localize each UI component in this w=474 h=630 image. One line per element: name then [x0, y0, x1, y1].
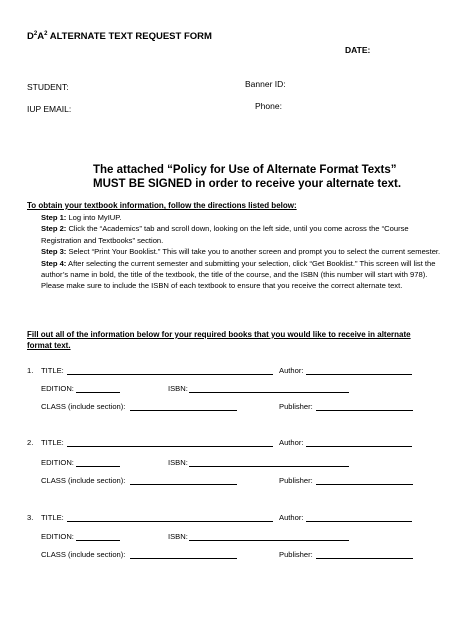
isbn-label: ISBN:: [168, 458, 188, 467]
title-field[interactable]: [67, 521, 273, 522]
isbn-field[interactable]: [189, 392, 349, 393]
class-field[interactable]: [130, 410, 237, 411]
edition-label: EDITION:: [41, 384, 74, 393]
title-field[interactable]: [67, 374, 273, 375]
edition-label: EDITION:: [41, 532, 74, 541]
class-label: CLASS (include section):: [41, 402, 126, 411]
publisher-field[interactable]: [316, 484, 413, 485]
iup-email-label: IUP EMAIL:: [27, 104, 72, 114]
book-number: 2.: [27, 438, 34, 447]
instruction-steps: [41, 212, 441, 292]
author-label: Author:: [279, 513, 304, 522]
title-label: TITLE:: [41, 513, 64, 522]
edition-field[interactable]: [76, 392, 120, 393]
isbn-label: ISBN:: [168, 384, 188, 393]
book-number: 1.: [27, 366, 34, 375]
form-title: $D^2A^2$ ALTERNATE TEXT REQUEST FORM: [27, 31, 212, 42]
class-field[interactable]: [130, 558, 237, 559]
edition-field[interactable]: [76, 466, 120, 467]
step-1: Step 1: Log into MyIUP.: [41, 213, 122, 222]
edition-label: EDITION:: [41, 458, 74, 467]
author-field[interactable]: [306, 374, 412, 375]
instructions-heading: To obtain your textbook information, follow the directions listed below:: [27, 201, 297, 210]
book-number: 3.: [27, 513, 34, 522]
step-2: Step 2: Click the “Academics” tab and scroll down, looking on the left side, until you come across the “Course Registration and Textbooks” section.: [41, 224, 409, 245]
publisher-field[interactable]: [316, 410, 413, 411]
book-entry-1: [0, 366, 474, 426]
title-label: TITLE:: [41, 438, 64, 447]
publisher-field[interactable]: [316, 558, 413, 559]
phone-label: Phone:: [255, 101, 282, 111]
title-label: TITLE:: [41, 366, 64, 375]
class-label: CLASS (include section):: [41, 550, 126, 559]
step-3: Step 3: Select “Print Your Booklist.” This will take you to another screen and prompt you to select the current semester.: [41, 247, 441, 257]
author-label: Author:: [279, 366, 304, 375]
publisher-label: Publisher:: [279, 476, 313, 485]
book-entry-2: [0, 438, 474, 498]
isbn-label: ISBN:: [168, 532, 188, 541]
book-entry-3: [0, 513, 474, 573]
author-label: Author:: [279, 438, 304, 447]
author-field[interactable]: [306, 521, 412, 522]
title-field[interactable]: [67, 446, 273, 447]
isbn-field[interactable]: [189, 540, 349, 541]
student-label: STUDENT:: [27, 82, 69, 92]
class-field[interactable]: [130, 484, 237, 485]
banner-id-label: Banner ID:: [245, 79, 286, 89]
fill-out-heading: Fill out all of the information below for your required books that you would like to receive in alternate format text.: [27, 330, 411, 350]
step-4: Step 4: After selecting the current semester and submitting your selection, click “Get Booklist.” This screen will list the author’s name in bold, the title of the textbook, the title of the course, and the ISBN (this number will start with 978). Please make sure to include the ISBN of each textbook to ensure that you receive the correct alternate text.: [41, 258, 436, 291]
date-label: DATE:: [345, 45, 371, 55]
author-field[interactable]: [306, 446, 412, 447]
policy-notice: The attached “Policy for Use of Alternate Format Texts” MUST BE SIGNED in order to receive your alternate text.: [93, 164, 402, 190]
edition-field[interactable]: [76, 540, 120, 541]
isbn-field[interactable]: [189, 466, 349, 467]
publisher-label: Publisher:: [279, 550, 313, 559]
publisher-label: Publisher:: [279, 402, 313, 411]
class-label: CLASS (include section):: [41, 476, 126, 485]
